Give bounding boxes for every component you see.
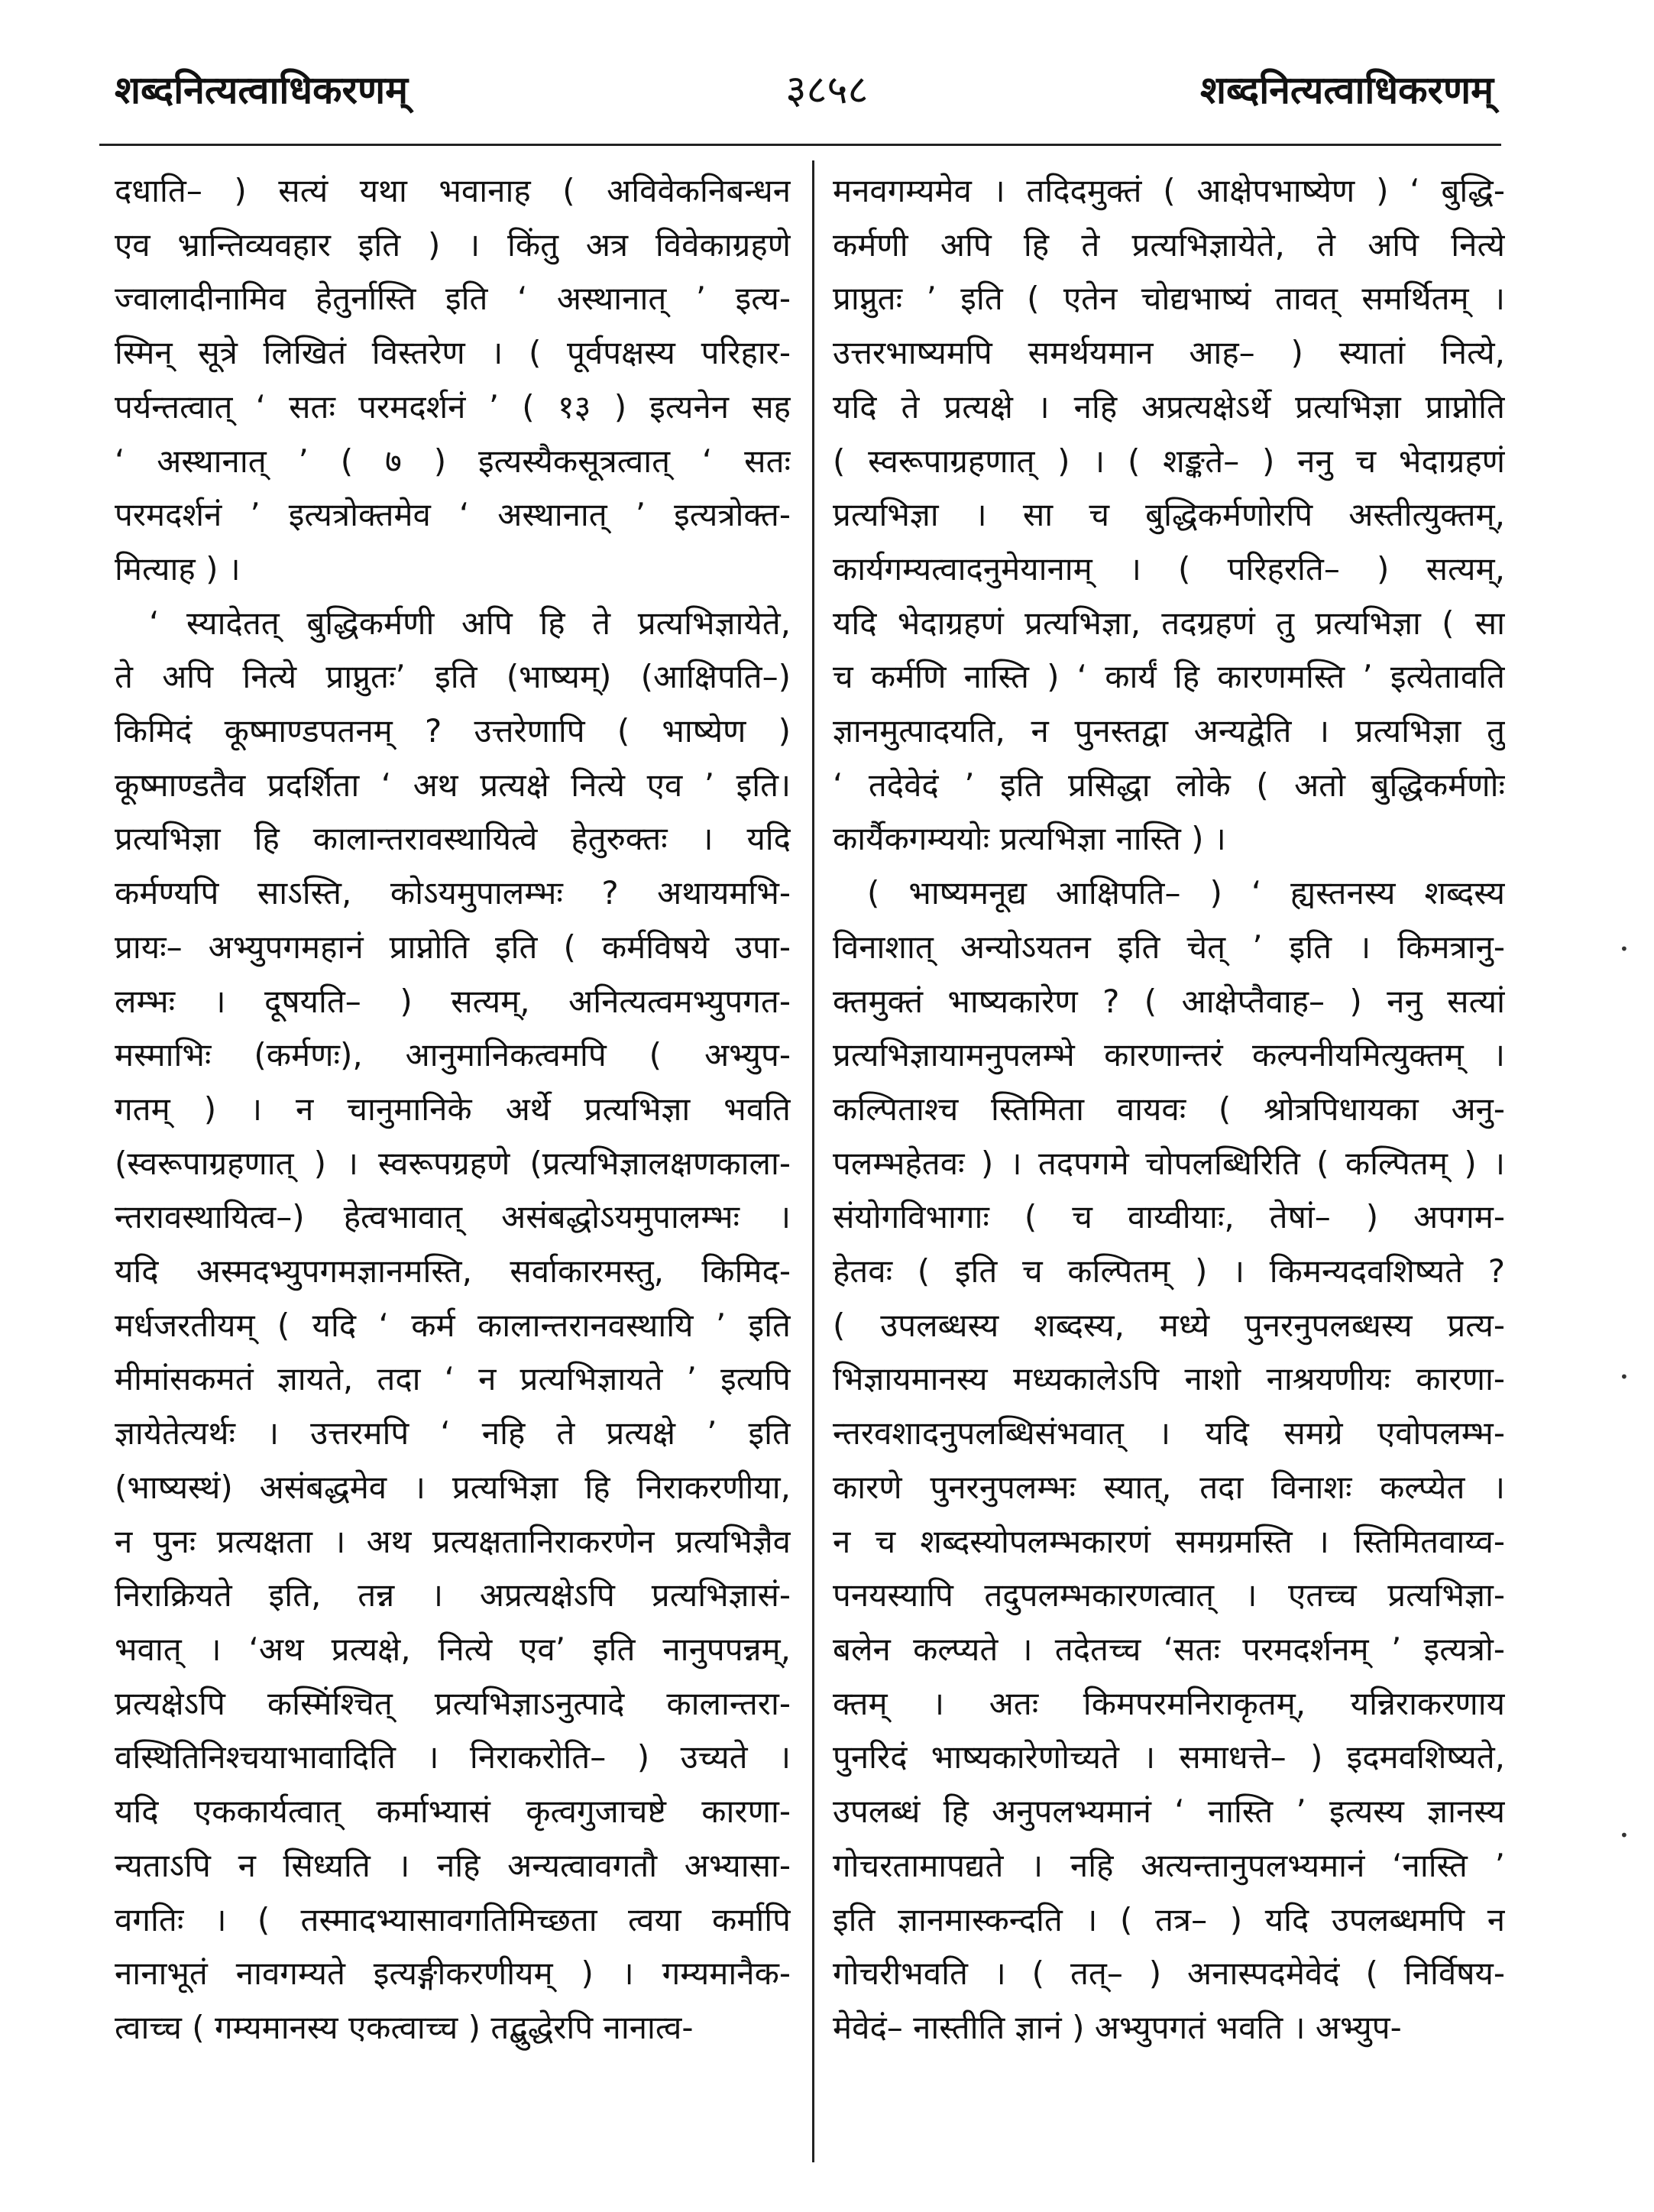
margin-dot: • (1620, 1826, 1629, 1844)
text-line: (भाष्यस्थं) असंबद्धमेव । प्रत्यभिज्ञा हि निराकरणीया, (115, 1468, 791, 1506)
text-line: पुनरिदं भाष्यकारेणोच्यते । समाधत्ते– ) इदमवशिष्यते, (833, 1738, 1505, 1776)
text-line: विनाशात् अन्योऽयतन इति चेत् ’ इति । किमत्रानु- (833, 928, 1505, 966)
text-line: न च शब्दस्योपलम्भकारणं समग्रमस्ति । स्तिमितवाय्व- (833, 1522, 1505, 1560)
text-line: गोचरीभवति । ( तत्– ) अनास्पदमेवेदं ( निर्विषय- (833, 1955, 1505, 1993)
text-line: उपलब्धं हि अनुपलभ्यमानं ‘ नास्ति ’ इत्यस्य ज्ञानस्य (833, 1793, 1505, 1831)
text-line: यदि अस्मदभ्युपगमज्ञानमस्ति, सर्वाकारमस्तु, किमिद- (115, 1252, 791, 1291)
text-line: पनयस्यापि तदुपलम्भकारणत्वात् । एतच्च प्रत्यभिज्ञा- (833, 1576, 1505, 1614)
text-line: यदि एककार्यत्वात् कर्माभ्यासं कृत्वगुजाचष्टे कारणा- (115, 1793, 791, 1831)
text-line: न्तरवशादनुपलब्धिसंभवात् । यदि समग्रे एवोपलम्भ- (833, 1414, 1505, 1453)
margin-dot: • (1620, 1368, 1629, 1386)
margin-dot: • (1620, 940, 1629, 958)
text-line: ‘ स्यादेतत् बुद्धिकर्मणी अपि हि ते प्रत्यभिज्ञायेते, (149, 604, 791, 642)
text-line: ‘ अस्थानात् ’ ( ७ ) इत्यस्यैकसूत्रत्वात् ‘ सतः (115, 442, 791, 480)
text-line: परमदर्शनं ’ इत्यत्रोक्तमेव ‘ अस्थानात् ’ इत्यत्रोक्त- (115, 496, 791, 534)
text-line: प्राप्नुतः ’ इति ( एतेन चोद्यभाष्यं तावत् समर्थितम् । (833, 280, 1505, 318)
text-line: प्रत्यक्षेऽपि कस्मिंश्चित् प्रत्यभिज्ञाऽनुत्पादे कालान्तरा- (115, 1684, 791, 1722)
text-line: कार्यगम्यत्वादनुमेयानाम् । ( परिहरति– ) सत्यम्, (833, 549, 1505, 588)
text-line: त्वाच्च ( गम्यमानस्य एकत्वाच्च ) तद्बुद्धेरपि नानात्व- (115, 2008, 694, 2046)
text-line: प्रत्यभिज्ञायामनुपलम्भे कारणान्तरं कल्पनीयमित्युक्तम् । (833, 1036, 1505, 1074)
text-line: क्तमुक्तं भाष्यकारेण ? ( आक्षेप्तैवाह– ) ननु सत्यां (833, 982, 1505, 1020)
text-line: किमिदं कूष्माण्डपतनम् ? उत्तरेणापि ( भाष्येण ) (115, 712, 791, 750)
text-line: उत्तरभाष्यमपि समर्थयमान आह– ) स्यातां नित्ये, (833, 334, 1505, 372)
text-line: स्मिन् सूत्रे लिखितं विस्तरेण । ( पूर्वपक्षस्य परिहार- (115, 334, 791, 372)
text-line: प्रायः– अभ्युपगमहानं प्राप्नोति इति ( कर्मविषये उपा- (115, 928, 791, 966)
text-line: ज्ञायेतेत्यर्थः । उत्तरमपि ‘ नहि ते प्रत्यक्षे ’ इति (115, 1414, 791, 1453)
text-line: मर्धजरतीयम् ( यदि ‘ कर्म कालान्तरानवस्थायि ’ इति (115, 1306, 791, 1344)
text-line: गतम् ) । न चानुमानिके अर्थे प्रत्यभिज्ञा भवति (115, 1090, 791, 1128)
text-line: (स्वरूपाग्रहणात् ) । स्वरूपग्रहणे (प्रत्यभिज्ञालक्षणकाला- (115, 1144, 791, 1182)
text-line: ‘ तदेवेदं ’ इति प्रसिद्धा लोके ( अतो बुद्धिकर्मणोः (833, 766, 1505, 804)
text-line: ज्वालादीनामिव हेतुर्नास्ति इति ‘ अस्थानात् ’ इत्य- (115, 280, 791, 318)
text-line: यदि ते प्रत्यक्षे । नहि अप्रत्यक्षेऽर्थे प्रत्यभिज्ञा प्राप्नोति (833, 387, 1505, 426)
left-column (115, 164, 791, 2166)
text-line: कार्यैकगम्ययोः प्रत्यभिज्ञा नास्ति ) । (833, 820, 1226, 858)
running-title-left: शब्दनित्यत्वाधिकरणम् (115, 68, 408, 112)
text-line: बलेन कल्प्यते । तदेतच्च ‘सतः परमदर्शनम् ’ इत्यत्रो- (833, 1630, 1505, 1668)
text-line: ज्ञानमुत्पादयति, न पुनस्तद्वा अन्यद्वेति । प्रत्यभिज्ञा तु (833, 712, 1505, 750)
text-line: न्यताऽपि न सिध्यति । नहि अन्यत्वावगतौ अभ्यासा- (115, 1846, 791, 1884)
column-divider (812, 160, 814, 2162)
text-line: मस्माभिः (कर्मणः), आनुमानिकत्वमपि ( अभ्युप- (115, 1036, 791, 1074)
text-line: च कर्मणि नास्ति ) ‘ कार्यं हि कारणमस्ति ’ इत्येतावति (833, 658, 1505, 696)
text-line: पर्यन्तत्वात् ‘ सतः परमदर्शनं ’ ( १३ ) इत्यनेन सह (115, 387, 791, 426)
text-line: न्तरावस्थायित्व–) हेत्वभावात् असंबद्धोऽयमुपालम्भः । (115, 1198, 791, 1236)
text-line: गोचरतामापद्यते । नहि अत्यन्तानुपलभ्यमानं ‘नास्ति ’ (833, 1846, 1505, 1884)
text-line: दधाति– ) सत्यं यथा भवानाह ( अविवेकनिबन्धन (115, 172, 791, 209)
text-line: वगतिः । ( तस्मादभ्यासावगतिमिच्छता त्वया कर्मापि (115, 1900, 791, 1938)
text-line: प्रत्यभिज्ञा । सा च बुद्धिकर्मणोरपि अस्तीत्युक्तम्, (833, 496, 1505, 534)
text-line: लम्भः । दूषयति– ) सत्यम्, अनित्यत्वमभ्युपगत- (115, 982, 791, 1020)
text-line: कूष्माण्डतैव प्रदर्शिता ‘ अथ प्रत्यक्षे नित्ये एव ’ इति। (115, 766, 791, 804)
text-line: ( भाष्यमनूद्य आक्षिपति– ) ‘ ह्यस्तनस्य शब्दस्य (867, 874, 1505, 912)
header-rule (99, 144, 1501, 146)
text-line: कर्मणी अपि हि ते प्रत्यभिज्ञायेते, ते अपि नित्ये (833, 225, 1505, 264)
text-line: प्रत्यभिज्ञा हि कालान्तरावस्थायित्वे हेतुरुक्तः । यदि (115, 820, 791, 858)
text-line: संयोगविभागाः ( च वाय्वीयाः, तेषां– ) अपगम- (833, 1198, 1505, 1236)
running-title-right: शब्दनित्यत्वाधिकरणम् (1200, 68, 1494, 112)
text-line: यदि भेदाग्रहणं प्रत्यभिज्ञा, तदग्रहणं तु प्रत्यभिज्ञा ( सा (833, 604, 1505, 642)
text-line: पलम्भहेतवः ) । तदपगमे चोपलब्धिरिति ( कल्पितम् ) । (833, 1144, 1505, 1182)
text-line: न पुनः प्रत्यक्षता । अथ प्रत्यक्षतानिराकरणेन प्रत्यभिज्ञैव (115, 1522, 791, 1560)
text-line: कल्पिताश्च स्तिमिता वायवः ( श्रोत्रपिधायका अनु- (833, 1090, 1505, 1128)
text-line: भवात् । ‘अथ प्रत्यक्षे, नित्ये एव’ इति नानुपपन्नम्, (115, 1630, 791, 1668)
text-line: ते अपि नित्ये प्राप्नुतः’ इति (भाष्यम्) (आक्षिपति–) (115, 658, 791, 696)
text-line: ( उपलब्धस्य शब्दस्य, मध्ये पुनरनुपलब्धस्य प्रत्य- (833, 1306, 1505, 1344)
text-line: मीमांसकमतं ज्ञायते, तदा ‘ न प्रत्यभिज्ञायते ’ इत्यपि (115, 1360, 791, 1398)
text-line: निराक्रियते इति, तन्न । अप्रत्यक्षेऽपि प्रत्यभिज्ञासं- (115, 1576, 791, 1614)
text-line: कारणे पुनरनुपलम्भः स्यात्, तदा विनाशः कल्प्येत । (833, 1468, 1505, 1506)
page-number: ३८५८ (785, 67, 869, 113)
right-column (833, 164, 1505, 2166)
text-line: वस्थितिनिश्चयाभावादिति । निराकरोति– ) उच्यते । (115, 1738, 791, 1776)
text-line: हेतवः ( इति च कल्पितम् ) । किमन्यदवशिष्यते ? (833, 1252, 1505, 1291)
text-line: मित्याह ) । (115, 549, 241, 588)
text-line: मनवगम्यमेव । तदिदमुक्तं ( आक्षेपभाष्येण ) ‘ बुद्धि- (833, 172, 1505, 209)
text-line: नानाभूतं नावगम्यते इत्यङ्गीकरणीयम् ) । गम्यमानैक- (115, 1955, 791, 1993)
text-line: भिज्ञायमानस्य मध्यकालेऽपि नाशो नाश्रयणीयः कारणा- (833, 1360, 1505, 1398)
text-line: क्तम् । अतः किमपरमनिराकृतम्, यन्निराकरणाय (833, 1684, 1505, 1722)
text-line: ( स्वरूपाग्रहणात् ) । ( शङ्कते– ) ननु च भेदाग्रहणं (833, 442, 1505, 480)
text-line: एव भ्रान्तिव्यवहार इति ) । किंतु अत्र विवेकाग्रहणे (115, 225, 791, 264)
text-line: कर्मण्यपि साऽस्ति, कोऽयमुपालम्भः ? अथायमभि- (115, 874, 791, 912)
text-line: इति ज्ञानमास्कन्दति । ( तत्र– ) यदि उपलब्धमपि न (833, 1900, 1505, 1938)
text-line: मेवेदं– नास्तीति ज्ञानं ) अभ्युपगतं भवति । अभ्युप- (833, 2008, 1402, 2046)
